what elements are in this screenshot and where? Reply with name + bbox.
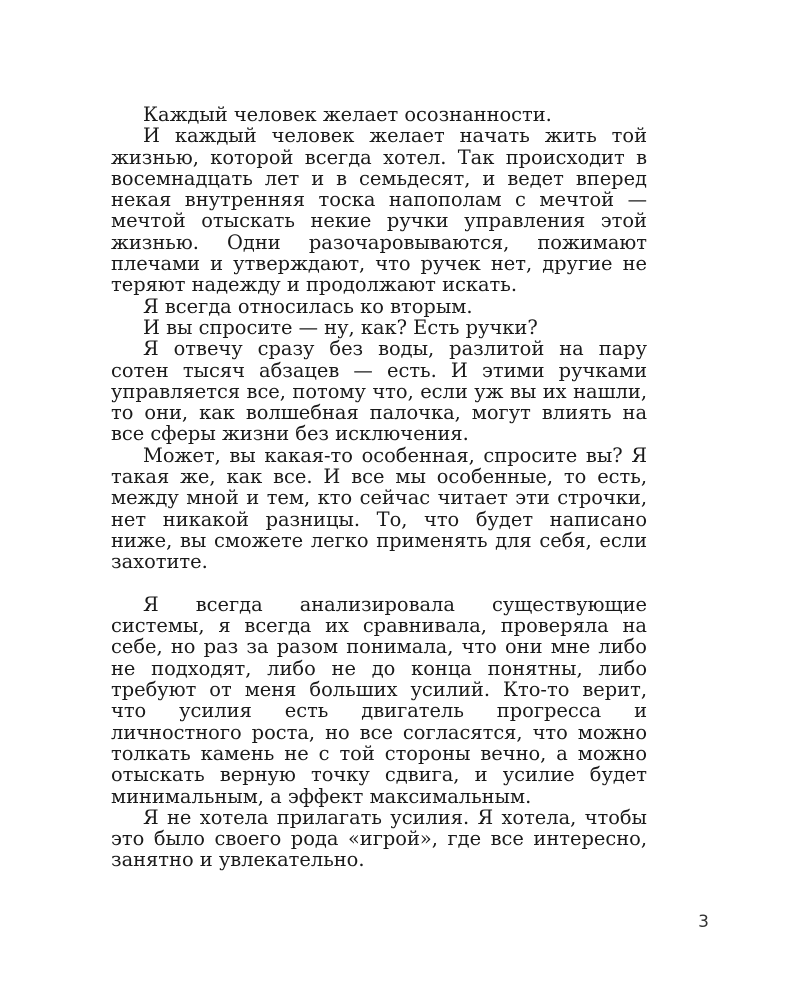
paragraph: Может, вы какая-то особенная, спросите вы? Я такая же, как все. И все мы особенные, то есть, между мной и тем, кто сейчас читает эти строчки, нет никакой разницы. То, что будет написано ниже, вы сможете легко применять для себя, если захотите. bbox=[111, 443, 647, 574]
paragraph: Я всегда анализировала существующие системы, я всегда их сравнивала, проверяла на себе, но раз за разом понимала, что они мне либо не подходят, либо не до конца понятны, либо требуют от меня больших усилий. Кто-то верит, что усилия есть двигатель прогресса и личностного роста, но все согласятся, что можно толкать камень не с той стороны вечно, а можно отыскать верную точку сдвига, и усилие будет минимальным, а эффект максимальным. bbox=[111, 592, 647, 808]
page-number: 3 bbox=[698, 912, 709, 932]
page-text-block bbox=[111, 104, 647, 871]
paragraph: Я всегда относилась ко вторым. bbox=[143, 294, 473, 318]
paragraph: И каждый человек желает начать жить той жизнью, которой всегда хотел. Так происходит в восемнадцать лет и в семьдесят, и ведет вперед некая внутренняя тоска напополам с мечтой — мечтой отыскать некие ручки управления этой жизнью. Одни разочаровываются, пожимают плечами и утверждают, что ручек нет, другие не теряют надежду и продолжают искать. bbox=[111, 124, 647, 297]
paragraph: Я не хотела прилагать усилия. Я хотела, чтобы это было своего рода «игрой», где все интересно, занятно и увлекательно. bbox=[111, 805, 647, 872]
paragraph: Каждый человек желает осознанности. bbox=[143, 103, 552, 126]
paragraph: И вы спросите — ну, как? Есть ручки? bbox=[143, 315, 538, 339]
paragraph: Я отвечу сразу без воды, разлитой на пару сотен тысяч абзацев — есть. И этими ручками управляется все, потому что, если уж вы их нашли, то они, как волшебная палочка, могут влиять на все сферы жизни без исключения. bbox=[111, 337, 647, 446]
